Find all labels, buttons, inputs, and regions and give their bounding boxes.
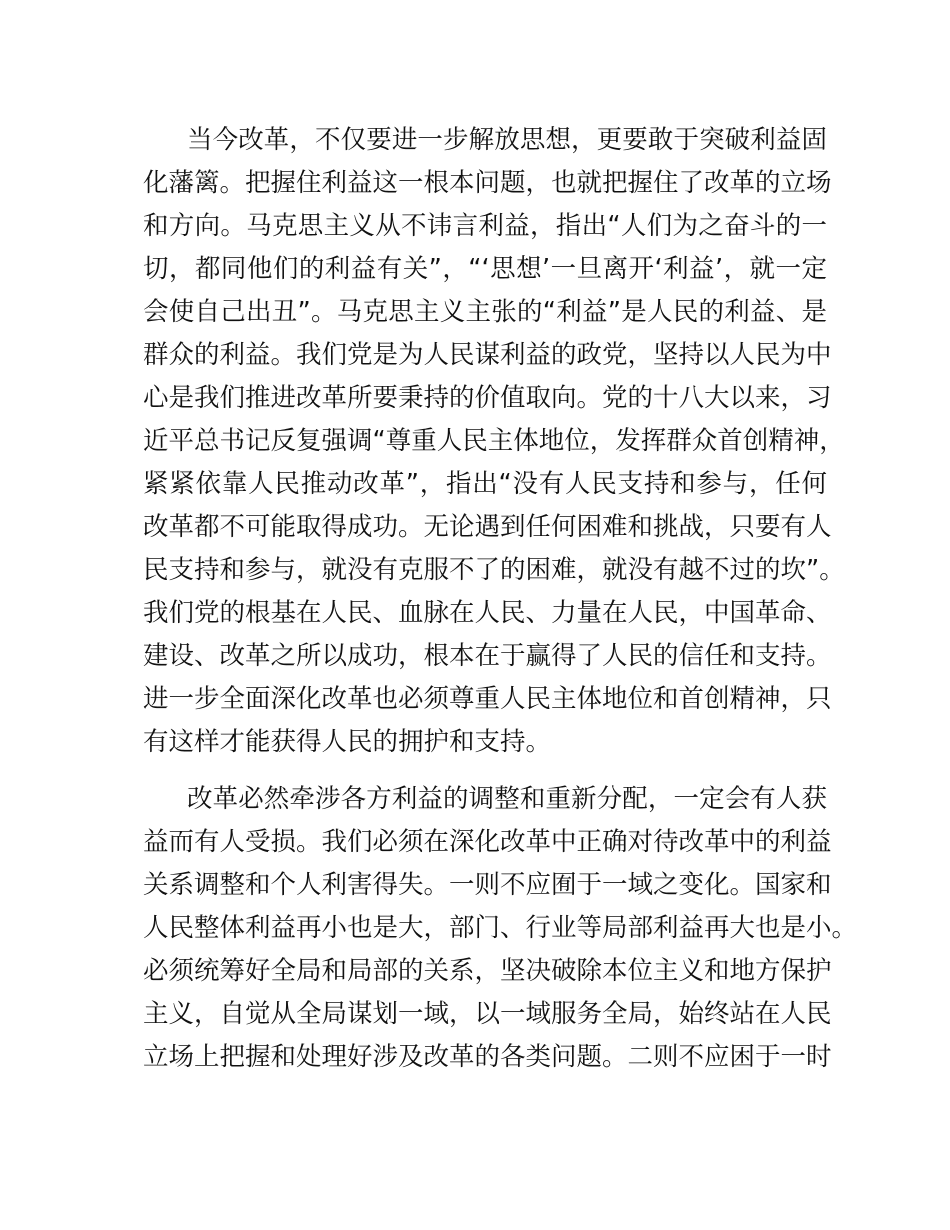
text-line: 必须统筹好全局和局部的关系，坚决破除本位主义和地方保护 (143, 956, 832, 986)
text-line: 化藩篱。把握住利益这一根本问题，也就把握住了改革的立场 (143, 168, 832, 198)
text-line: 心是我们推进改革所要秉持的价值取向。党的十八大以来，习 (143, 383, 832, 413)
text-line: 有这样才能获得人民的拥护和支持。 (143, 727, 552, 757)
text-line: 主义，自觉从全局谋划一域，以一域服务全局，始终站在人民 (143, 999, 832, 1029)
text-line: 民支持和参与，就没有克服不了的困难，就没有越不过的坎”。 (143, 555, 845, 585)
text-line: 和方向。马克思主义从不讳言利益，指出“人们为之奋斗的一 (143, 211, 827, 241)
text-line: 建设、改革之所以成功，根本在于赢得了人民的信任和支持。 (143, 641, 832, 671)
text-line: 改革必然牵涉各方利益的调整和重新分配，一定会有人获 (187, 784, 827, 814)
text-line: 群众的利益。我们党是为人民谋利益的政党，坚持以人民为中 (143, 340, 832, 370)
text-line: 关系调整和个人利害得失。一则不应囿于一域之变化。国家和 (143, 870, 832, 900)
text-line: 人民整体利益再小也是大，部门、行业等局部利益再大也是小。 (143, 913, 858, 943)
text-line: 当今改革，不仅要进一步解放思想，更要敢于突破利益固 (187, 125, 827, 155)
text-line: 我们党的根基在人民、血脉在人民、力量在人民，中国革命、 (143, 598, 832, 628)
text-line: 紧紧依靠人民推动改革”，指出“没有人民支持和参与，任何 (143, 469, 827, 499)
text-line: 改革都不可能取得成功。无论遇到任何困难和挑战，只要有人 (143, 512, 832, 542)
text-line: 会使自己出丑”。马克思主义主张的“利益”是人民的利益、是 (143, 297, 827, 327)
text-line: 益而有人受损。我们必须在深化改革中正确对待改革中的利益 (143, 827, 832, 857)
text-line: 近平总书记反复强调“尊重人民主体地位，发挥群众首创精神， (143, 426, 845, 456)
text-line: 立场上把握和处理好涉及改革的各类问题。二则不应困于一时 (143, 1042, 832, 1072)
text-line: 进一步全面深化改革也必须尊重人民主体地位和首创精神，只 (143, 684, 832, 714)
text-line: 切，都同他们的利益有关”，“‘思想’一旦离开‘利益’，就一定 (143, 254, 827, 284)
